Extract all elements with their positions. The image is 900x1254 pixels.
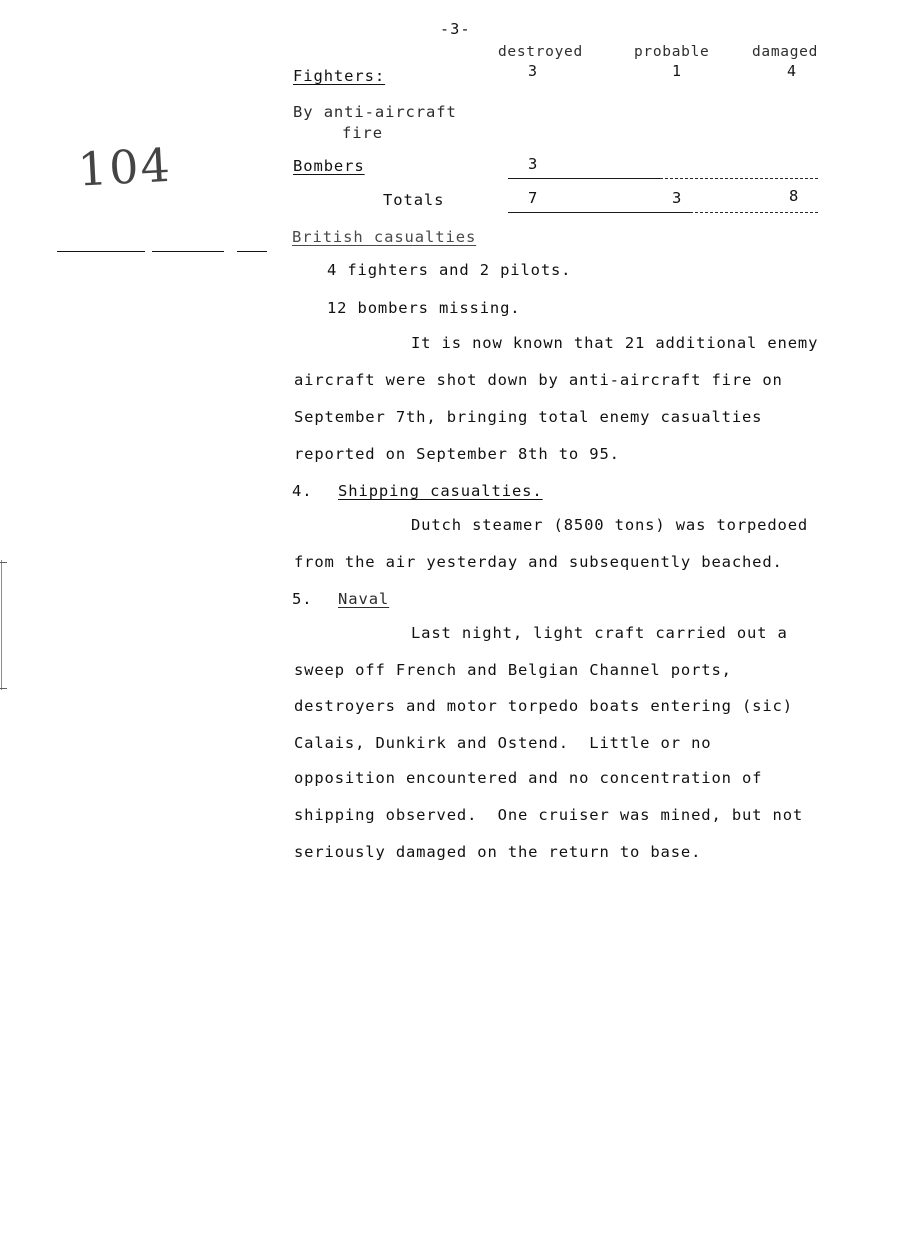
margin-rule-segment-2	[152, 251, 224, 252]
totals-rule-faded	[690, 212, 818, 213]
bombers-rule-faded	[660, 178, 818, 179]
totals-destroyed-value: 7	[528, 189, 539, 207]
british-casualties-item-1: 4 fighters and 2 pilots.	[327, 261, 572, 279]
column-header-damaged: damaged	[752, 44, 819, 60]
handwritten-margin-number: 104	[76, 137, 174, 197]
edge-tick-bottom	[0, 688, 7, 689]
fighters-damaged-value: 4	[787, 62, 797, 80]
table-row-label-fighters: Fighters:	[293, 67, 386, 85]
column-header-probable: probable	[634, 44, 710, 60]
edge-tick-top	[0, 562, 7, 563]
section-heading-british-casualties: British casualties	[292, 228, 477, 246]
margin-rule-segment-1	[57, 251, 145, 252]
british-casualties-paragraph-line-3: September 7th, bringing total enemy casualties	[294, 408, 763, 426]
section-number-4: 4.	[292, 482, 313, 500]
section-heading-shipping-casualties: Shipping casualties.	[338, 482, 543, 500]
table-row-label-anti-aircraft-cont: fire	[342, 124, 383, 142]
page-number: -3-	[440, 20, 471, 38]
section-heading-naval: Naval	[338, 590, 390, 608]
naval-paragraph-line-4: Calais, Dunkirk and Ostend. Little or no	[294, 734, 712, 752]
column-header-destroyed: destroyed	[498, 44, 583, 60]
naval-paragraph-line-7: seriously damaged on the return to base.	[294, 843, 702, 861]
totals-rule-solid	[508, 212, 690, 213]
bombers-destroyed-value: 3	[528, 155, 539, 173]
totals-damaged-value: 8	[789, 187, 800, 205]
naval-paragraph-line-3: destroyers and motor torpedo boats entering (sic)	[294, 697, 793, 715]
section-number-5: 5.	[292, 590, 313, 608]
table-row-label-bombers: Bombers	[293, 157, 365, 175]
british-casualties-paragraph-line-1: It is now known that 21 additional enemy	[411, 334, 819, 352]
naval-paragraph-line-1: Last night, light craft carried out a	[411, 624, 788, 642]
margin-rule-segment-3	[237, 251, 267, 252]
table-row-label-anti-aircraft: By anti-aircraft	[293, 103, 457, 121]
british-casualties-paragraph-line-4: reported on September 8th to 95.	[294, 445, 620, 463]
fighters-destroyed-value: 3	[528, 62, 538, 80]
edge-scan-line	[1, 560, 2, 690]
shipping-paragraph-line-2: from the air yesterday and subsequently beached.	[294, 553, 783, 571]
fighters-probable-value: 1	[672, 62, 682, 80]
naval-paragraph-line-2: sweep off French and Belgian Channel ports,	[294, 661, 732, 679]
british-casualties-paragraph-line-2: aircraft were shot down by anti-aircraft fire on	[294, 371, 783, 389]
totals-probable-value: 3	[672, 189, 683, 207]
naval-paragraph-line-5: opposition encountered and no concentration of	[294, 769, 763, 787]
british-casualties-item-2: 12 bombers missing.	[327, 299, 521, 317]
table-row-label-totals: Totals	[383, 191, 445, 209]
naval-paragraph-line-6: shipping observed. One cruiser was mined, but not	[294, 806, 804, 824]
bombers-rule-solid	[508, 178, 660, 179]
shipping-paragraph-line-1: Dutch steamer (8500 tons) was torpedoed	[411, 516, 809, 534]
